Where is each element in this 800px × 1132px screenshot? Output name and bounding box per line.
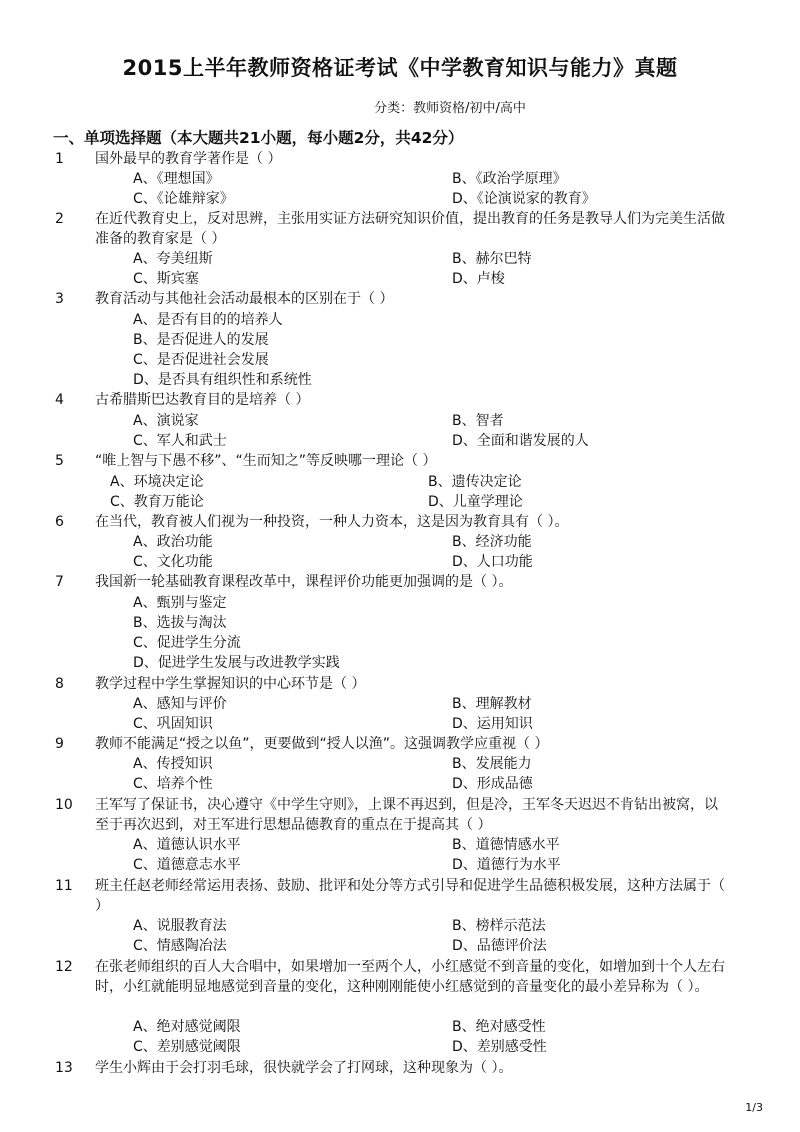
question-text: 古希腊斯巴达教育目的是培养（ ） bbox=[95, 392, 310, 408]
question-number: 7 bbox=[55, 574, 64, 590]
question-number: 5 bbox=[55, 453, 64, 469]
options-row bbox=[0, 633, 800, 653]
question-number: 3 bbox=[55, 291, 64, 307]
option-c: C、教育万能论 bbox=[110, 494, 204, 510]
option-c: C、差别感觉阈限 bbox=[133, 1039, 241, 1055]
option-b: B、理解教材 bbox=[452, 696, 532, 712]
option-d: D、是否具有组织性和系统性 bbox=[133, 372, 312, 388]
question-number: 6 bbox=[55, 514, 64, 530]
options-row bbox=[0, 714, 800, 734]
options-row bbox=[0, 169, 800, 189]
options-row bbox=[0, 532, 800, 552]
option-c: C、道德意志水平 bbox=[133, 857, 241, 873]
options-row bbox=[0, 370, 800, 390]
options-row bbox=[0, 694, 800, 714]
option-a: A、感知与评价 bbox=[133, 696, 227, 712]
option-d: D、促进学生发展与改进教学实践 bbox=[133, 655, 340, 671]
question-number: 2 bbox=[55, 211, 64, 227]
options-row bbox=[0, 593, 800, 613]
option-c: C、巩固知识 bbox=[133, 716, 213, 732]
question-number: 10 bbox=[55, 797, 73, 813]
question-number: 11 bbox=[55, 878, 73, 894]
options-row bbox=[0, 916, 800, 936]
options-row bbox=[0, 855, 800, 875]
option-b: B、绝对感受性 bbox=[452, 1019, 546, 1035]
option-b: B、赫尔巴特 bbox=[452, 251, 532, 267]
option-d: D、形成品德 bbox=[452, 776, 533, 792]
option-d: D、差别感受性 bbox=[452, 1039, 547, 1055]
options-row bbox=[0, 310, 800, 330]
option-b: B、是否促进人的发展 bbox=[133, 332, 269, 348]
options-row bbox=[0, 492, 800, 512]
option-c: C、培养个性 bbox=[133, 776, 213, 792]
option-c: C、《论雄辩家》 bbox=[133, 191, 234, 207]
options-row bbox=[0, 350, 800, 370]
option-a: A、政治功能 bbox=[133, 534, 213, 550]
question-number: 12 bbox=[55, 959, 73, 975]
options-row bbox=[0, 411, 800, 431]
options-row bbox=[0, 774, 800, 794]
option-a: A、环境决定论 bbox=[110, 474, 204, 490]
options-row bbox=[0, 653, 800, 673]
option-a: A、《理想国》 bbox=[133, 171, 220, 187]
option-a: A、说服教育法 bbox=[133, 918, 227, 934]
question-text: 学生小辉由于会打羽毛球，很快就学会了打网球，这种现象为（ ）。 bbox=[95, 1060, 513, 1076]
option-b: B、道德情感水平 bbox=[452, 837, 560, 853]
options-row bbox=[0, 613, 800, 633]
option-a: A、传授知识 bbox=[133, 756, 213, 772]
option-b: B、智者 bbox=[452, 413, 504, 429]
question-text: 我国新一轮基础教育课程改革中，课程评价功能更加强调的是（ ）。 bbox=[95, 574, 513, 590]
option-a: A、是否有目的的培养人 bbox=[133, 312, 283, 328]
options-row bbox=[0, 936, 800, 956]
option-c: C、促进学生分流 bbox=[133, 635, 241, 651]
option-b: B、选拔与淘汰 bbox=[133, 615, 227, 631]
option-d: D、道德行为水平 bbox=[452, 857, 561, 873]
options-row bbox=[0, 754, 800, 774]
options-row bbox=[0, 269, 800, 289]
page-number: 1/3 bbox=[745, 1101, 763, 1114]
options-row bbox=[0, 431, 800, 451]
options-row bbox=[0, 552, 800, 572]
question-number: 4 bbox=[55, 392, 64, 408]
category-line: 分类：教师资格/初中/高中 bbox=[374, 101, 526, 116]
question-text: “唯上智与下愚不移”、“生而知之”等反映哪一理论（ ） bbox=[95, 453, 437, 469]
options-row bbox=[0, 472, 800, 492]
option-d: D、运用知识 bbox=[452, 716, 533, 732]
option-b: B、遗传决定论 bbox=[428, 474, 522, 490]
question-text: 教学过程中学生掌握知识的中心环节是（ ） bbox=[95, 676, 366, 692]
option-a: A、夸美纽斯 bbox=[133, 251, 213, 267]
options-row bbox=[0, 1017, 800, 1037]
option-d: D、全面和谐发展的人 bbox=[452, 433, 589, 449]
option-c: C、斯宾塞 bbox=[133, 271, 199, 287]
option-d: D、人口功能 bbox=[452, 554, 533, 570]
option-d: D、《论演说家的教育》 bbox=[452, 191, 596, 207]
question-text: 在张老师组织的百人大合唱中，如果增加一至两个人，小红感觉不到音量的变化，如增加到十个人左右时，小红就能明显地感觉到音量的变化，这种刚刚能使小红感觉到的音量变化的最小差异称为（ ）。 bbox=[95, 959, 725, 995]
question-text: 在当代，教育被人们视为一种投资，一种人力资本，这是因为教育具有（ ）。 bbox=[95, 514, 569, 530]
document-title: 2015上半年教师资格证考试《中学教育知识与能力》真题 bbox=[122, 56, 678, 80]
question-number: 13 bbox=[55, 1060, 73, 1076]
option-c: C、情感陶冶法 bbox=[133, 938, 227, 954]
option-c: C、是否促进社会发展 bbox=[133, 352, 269, 368]
options-row bbox=[0, 835, 800, 855]
section-title: 一、单项选择题（本大题共21小题，每小题2分，共42分） bbox=[53, 129, 464, 147]
option-d: D、儿童学理论 bbox=[428, 494, 523, 510]
question-text: 教师不能满足“授之以鱼”，更要做到“授人以渔”。这强调教学应重视（ ） bbox=[95, 736, 549, 752]
option-a: A、甄别与鉴定 bbox=[133, 595, 227, 611]
option-a: A、绝对感觉阈限 bbox=[133, 1019, 241, 1035]
option-d: D、品德评价法 bbox=[452, 938, 547, 954]
option-b: B、发展能力 bbox=[452, 756, 532, 772]
options-row bbox=[0, 189, 800, 209]
question-number: 9 bbox=[55, 736, 64, 752]
option-a: A、演说家 bbox=[133, 413, 199, 429]
question-number: 1 bbox=[55, 151, 64, 167]
option-a: A、道德认识水平 bbox=[133, 837, 241, 853]
question-text: 在近代教育史上，反对思辨，主张用实证方法研究知识价值，提出教育的任务是教导人们为完美生活做准备的教育家是（ ） bbox=[95, 211, 725, 247]
option-b: B、《政治学原理》 bbox=[452, 171, 567, 187]
question-number: 8 bbox=[55, 676, 64, 692]
question-text: 班主任赵老师经常运用表扬、鼓励、批评和处分等方式引导和促进学生品德积极发展，这种方法属于（ ） bbox=[95, 878, 725, 914]
options-row bbox=[0, 330, 800, 350]
option-d: D、卢梭 bbox=[452, 271, 505, 287]
question-text: 国外最早的教育学著作是（ ） bbox=[95, 151, 282, 167]
option-b: B、榜样示范法 bbox=[452, 918, 546, 934]
question-text: 王军写了保证书，决心遵守《中学生守则》，上课不再迟到，但是冷，王军冬天迟迟不肯钻出被窝，以至于再次迟到，对王军进行思想品德教育的重点在于提高其（ ） bbox=[95, 797, 718, 833]
option-c: C、文化功能 bbox=[133, 554, 213, 570]
question-text: 教育活动与其他社会活动最根本的区别在于（ ） bbox=[95, 291, 394, 307]
option-b: B、经济功能 bbox=[452, 534, 532, 550]
options-row bbox=[0, 249, 800, 269]
option-c: C、军人和武士 bbox=[133, 433, 227, 449]
options-row bbox=[0, 1037, 800, 1057]
